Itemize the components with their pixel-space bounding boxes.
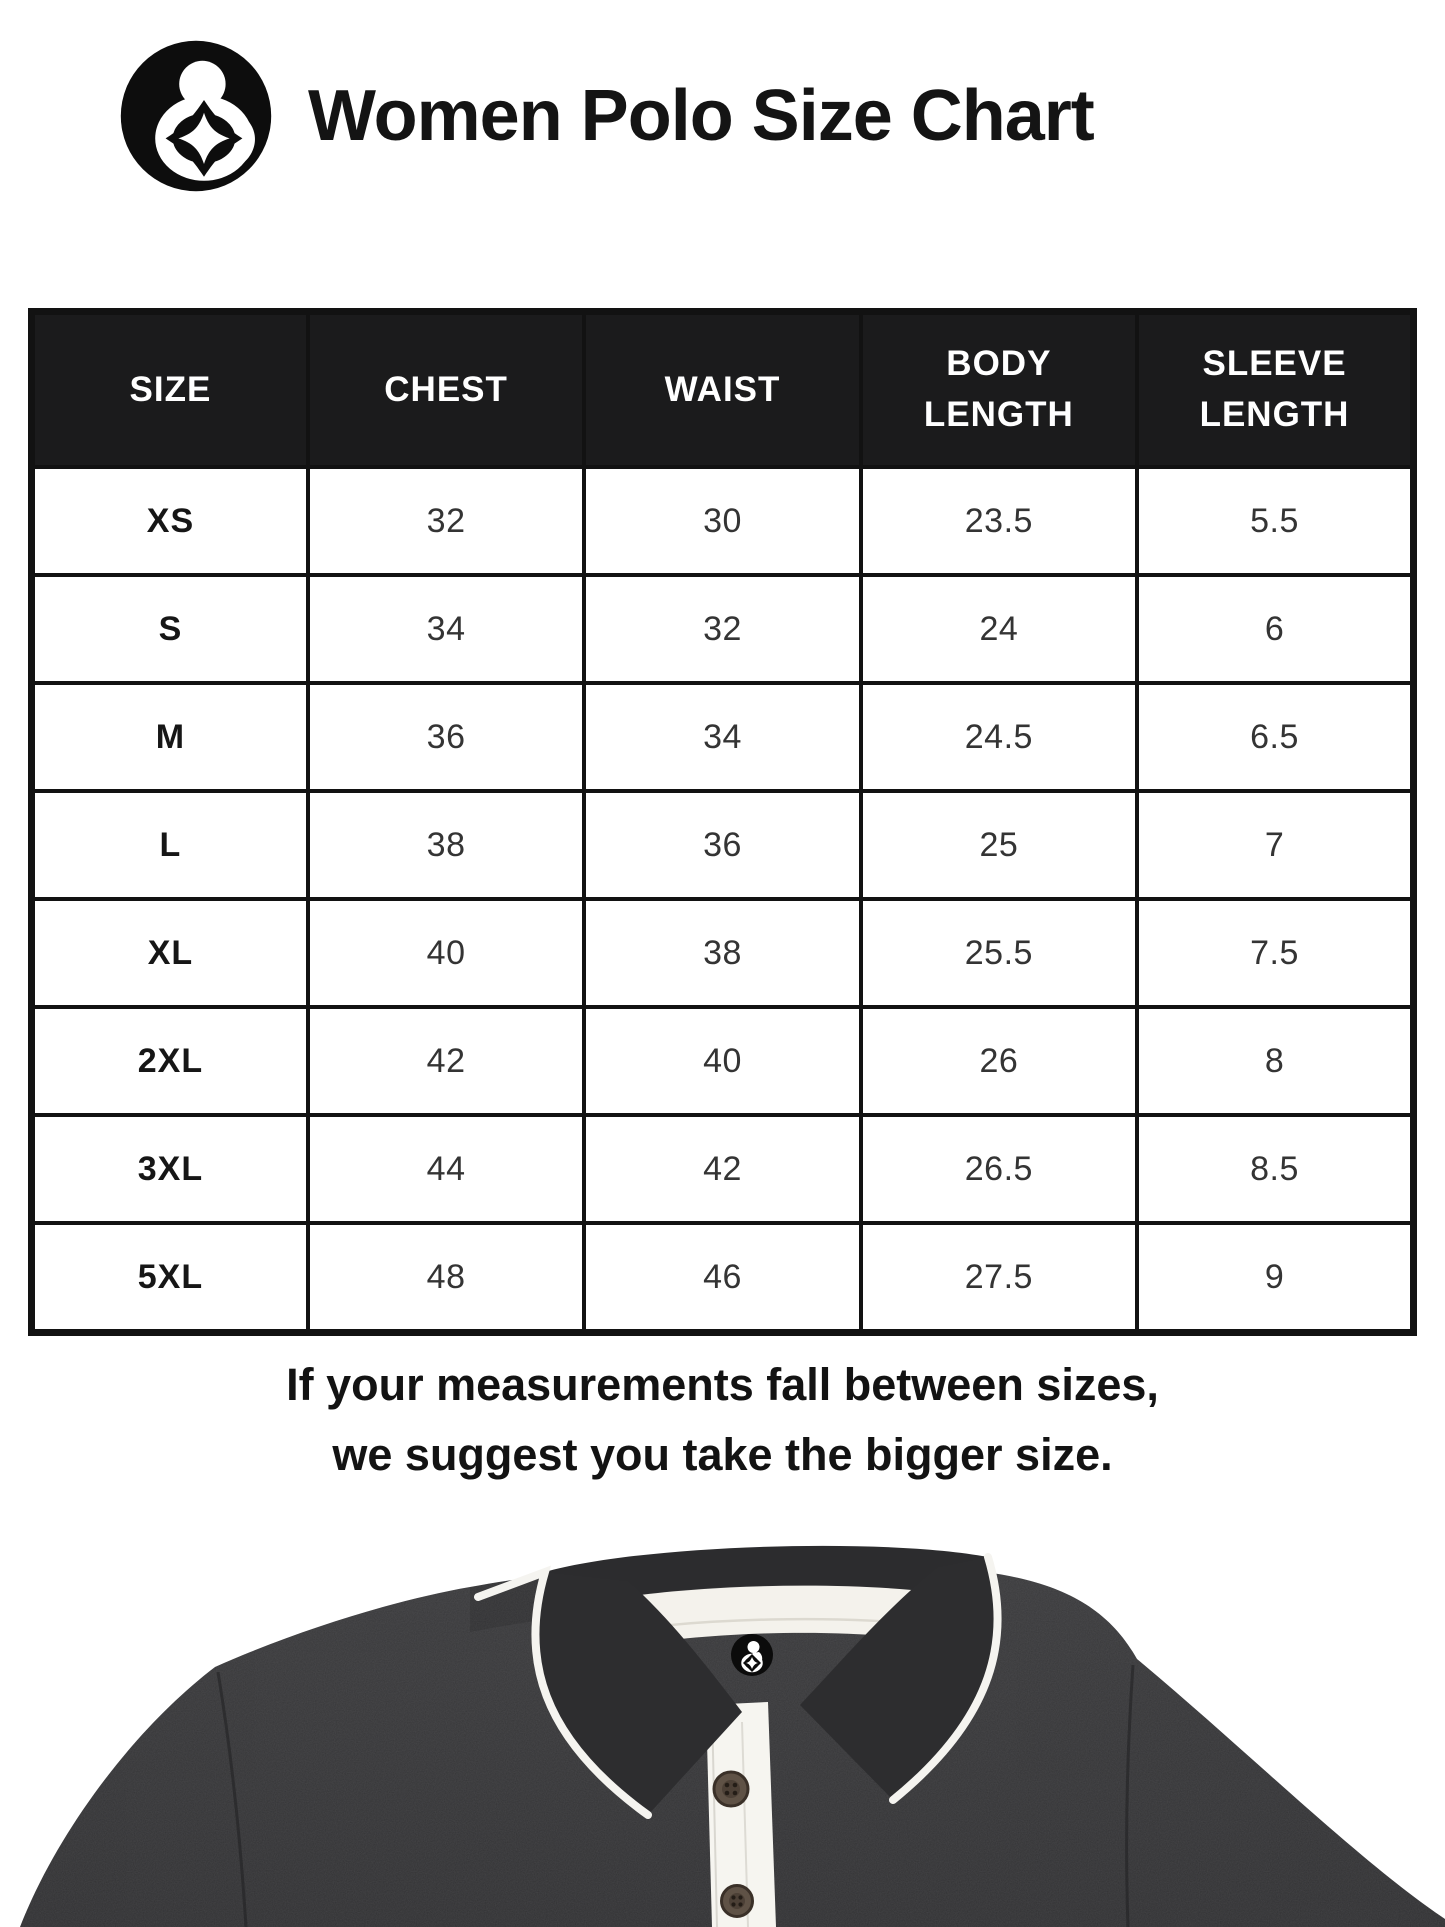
- size-chart-table: [28, 308, 1417, 1336]
- column-header-sleeve-length: SLEEVE LENGTH: [1137, 312, 1413, 468]
- cell-size: 2XL: [32, 1007, 308, 1115]
- page-title: Women Polo Size Chart: [308, 76, 1094, 156]
- table-row-l: [32, 791, 1414, 899]
- column-header-waist: WAIST: [584, 312, 860, 468]
- cell-sleeve: 7.5: [1137, 899, 1413, 1007]
- cell-sleeve: 8: [1137, 1007, 1413, 1115]
- cell-waist: 38: [584, 899, 860, 1007]
- cell-chest: 34: [308, 575, 584, 683]
- header-row: [32, 312, 1414, 468]
- size-chart-header: [32, 312, 1414, 468]
- cell-size: L: [32, 791, 308, 899]
- fit-note-line-2: we suggest you take the bigger size.: [332, 1428, 1113, 1480]
- button-top: [714, 1772, 748, 1806]
- table-row-3xl: [32, 1115, 1414, 1223]
- table-row-5xl: [32, 1223, 1414, 1333]
- column-header-chest: CHEST: [308, 312, 584, 468]
- column-header-body-length: BODY LENGTH: [861, 312, 1137, 468]
- column-header-size: SIZE: [32, 312, 308, 468]
- table-row-xs: [32, 467, 1414, 575]
- cell-body: 24.5: [861, 683, 1137, 791]
- cell-chest: 42: [308, 1007, 584, 1115]
- cell-body: 25: [861, 791, 1137, 899]
- cell-body: 25.5: [861, 899, 1137, 1007]
- cell-waist: 40: [584, 1007, 860, 1115]
- fit-note-line-1: If your measurements fall between sizes,: [286, 1359, 1159, 1410]
- cell-sleeve: 9: [1137, 1223, 1413, 1333]
- cell-sleeve: 8.5: [1137, 1115, 1413, 1223]
- brand-header: [116, 36, 1094, 196]
- cell-chest: 48: [308, 1223, 584, 1333]
- cell-size: S: [32, 575, 308, 683]
- cell-waist: 34: [584, 683, 860, 791]
- cell-size: 5XL: [32, 1223, 308, 1333]
- cell-sleeve: 6: [1137, 575, 1413, 683]
- table-row-s: [32, 575, 1414, 683]
- cell-body: 24: [861, 575, 1137, 683]
- cell-chest: 32: [308, 467, 584, 575]
- cell-sleeve: 7: [1137, 791, 1413, 899]
- cell-size: XL: [32, 899, 308, 1007]
- cell-waist: 36: [584, 791, 860, 899]
- cell-size: M: [32, 683, 308, 791]
- cell-sleeve: 6.5: [1137, 683, 1413, 791]
- cell-size: 3XL: [32, 1115, 308, 1223]
- neck-tag-logo: [731, 1634, 773, 1676]
- cell-size: XS: [32, 467, 308, 575]
- cell-chest: 40: [308, 899, 584, 1007]
- polo-shirt-image: [0, 1537, 1445, 1927]
- table-row-m: [32, 683, 1414, 791]
- cell-body: 23.5: [861, 467, 1137, 575]
- cell-waist: 46: [584, 1223, 860, 1333]
- cell-chest: 38: [308, 791, 584, 899]
- cell-body: 26.5: [861, 1115, 1137, 1223]
- cell-waist: 32: [584, 575, 860, 683]
- cell-chest: 36: [308, 683, 584, 791]
- cell-body: 27.5: [861, 1223, 1137, 1333]
- table-row-xl: [32, 899, 1414, 1007]
- cell-chest: 44: [308, 1115, 584, 1223]
- table-row-2xl: [32, 1007, 1414, 1115]
- cell-waist: 30: [584, 467, 860, 575]
- button-bottom: [722, 1886, 753, 1917]
- brand-logo-icon: [116, 36, 276, 196]
- cell-body: 26: [861, 1007, 1137, 1115]
- cell-waist: 42: [584, 1115, 860, 1223]
- cell-sleeve: 5.5: [1137, 467, 1413, 575]
- fit-note: [0, 1350, 1445, 1490]
